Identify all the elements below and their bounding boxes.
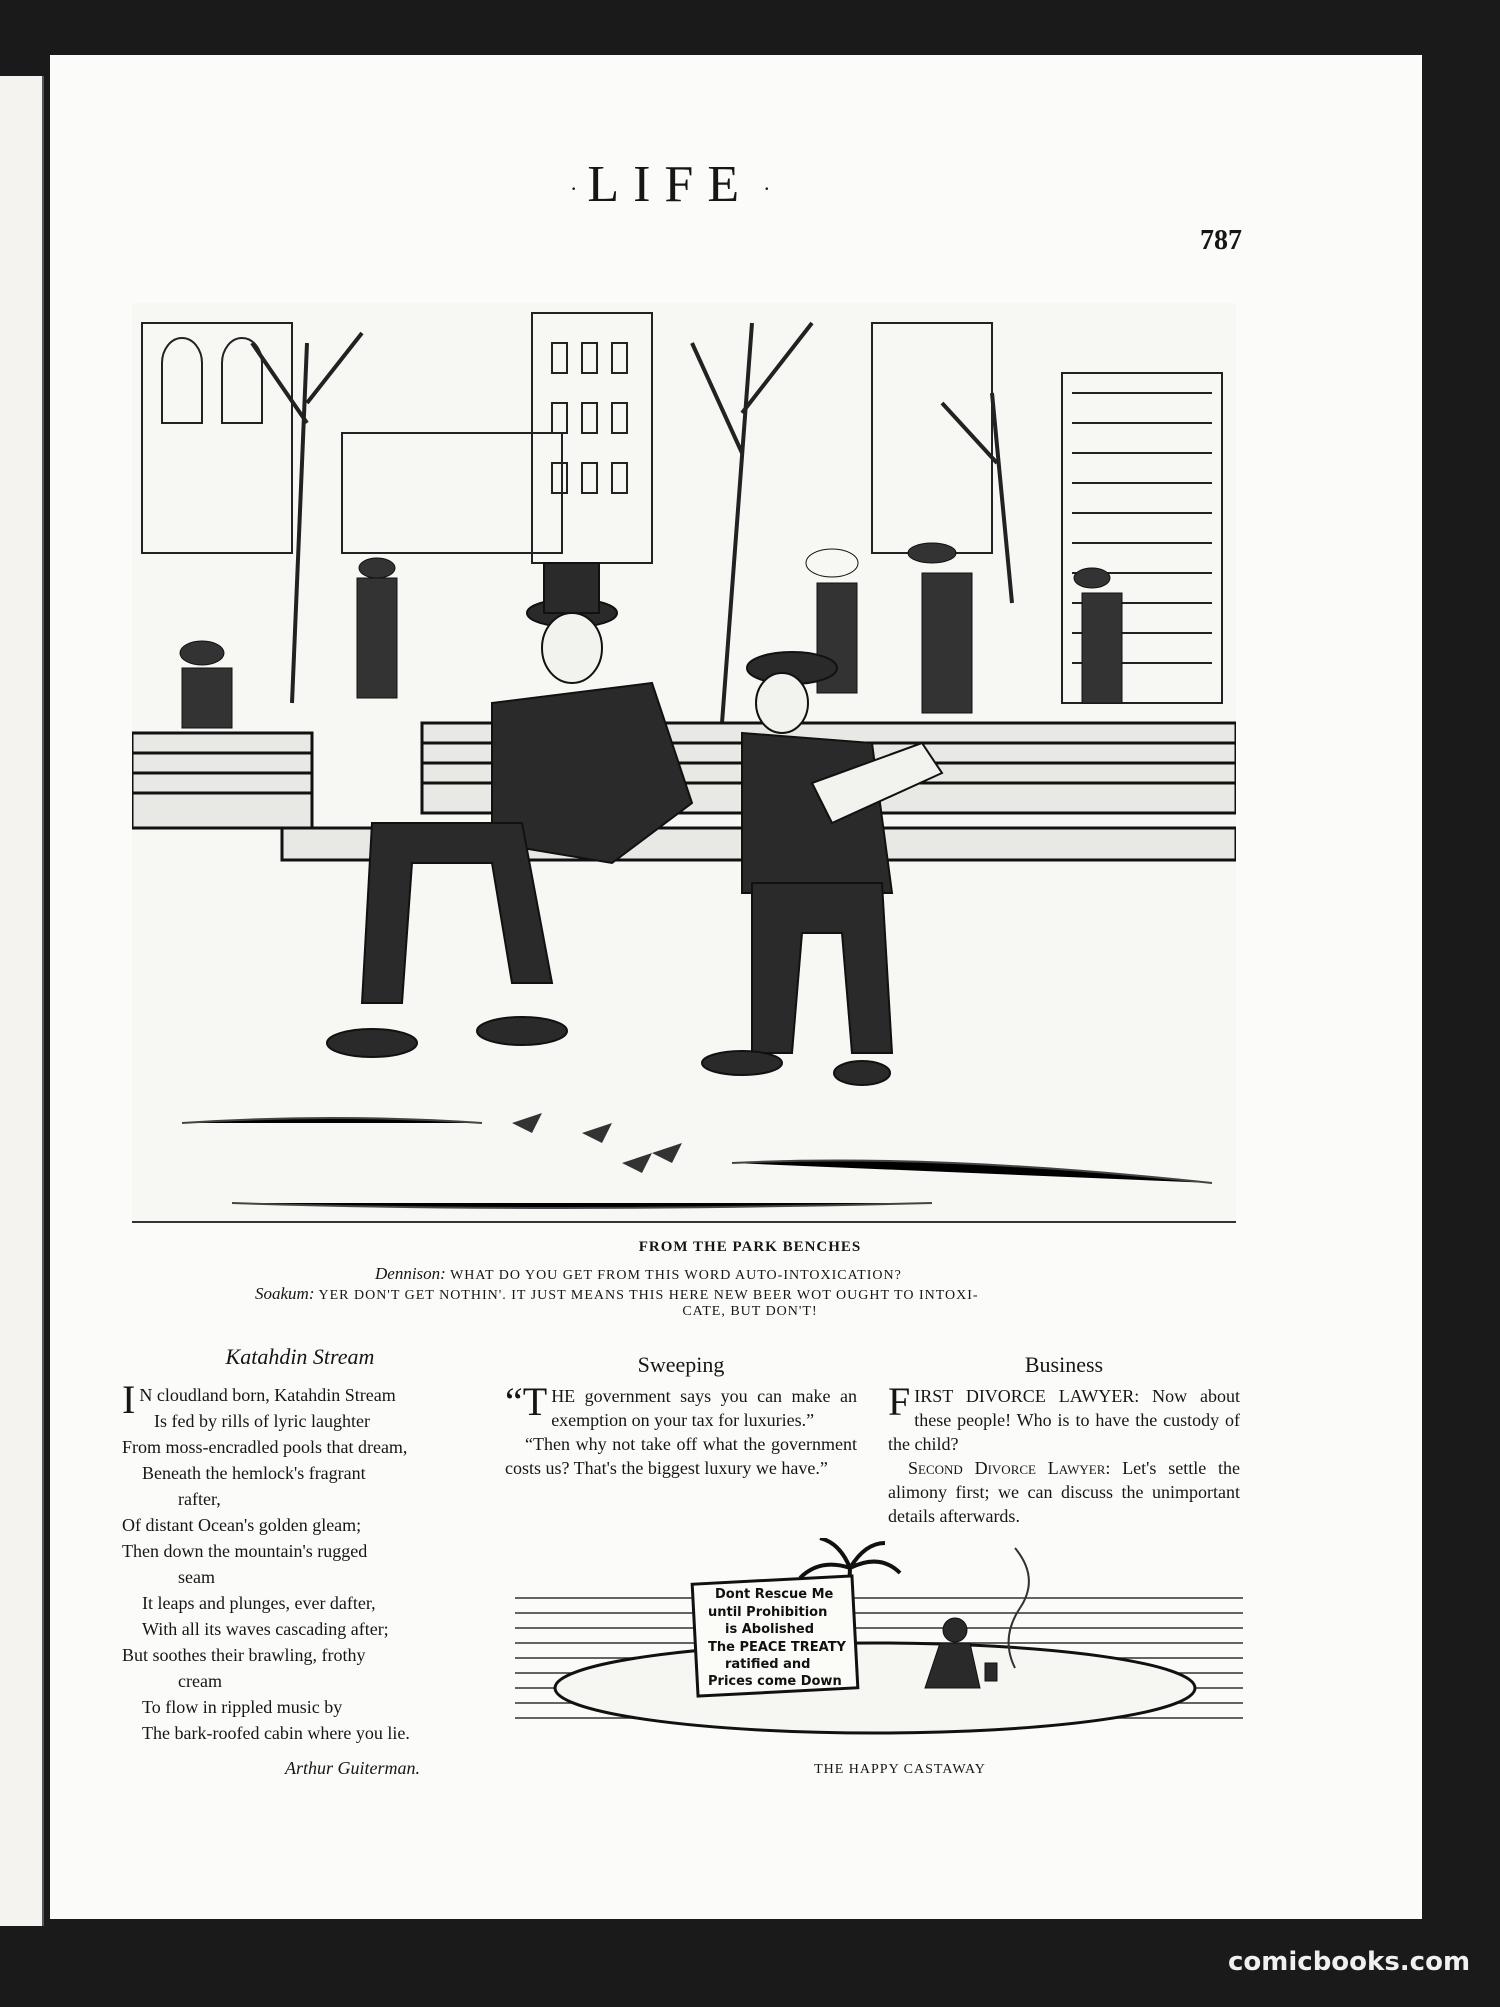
poem-line: To flow in rippled music by — [142, 1697, 343, 1717]
poem-title: Katahdin Stream — [225, 1344, 375, 1369]
poem-line: From moss-encradled pools that dream, — [122, 1437, 408, 1457]
soakum-line-cont: CATE, BUT DON'T! — [682, 1304, 818, 1319]
masthead: · LIFE · — [570, 156, 771, 213]
poem-line: With all its waves cascading after; — [142, 1619, 389, 1639]
poem-line: seam — [178, 1567, 215, 1587]
sweeping-paragraph-2: “Then why not take off what the government costs us? That's the biggest luxury we have.” — [505, 1434, 857, 1478]
sign-line-4: The PEACE TREATY — [708, 1640, 846, 1655]
business-paragraph-2: Second Divorce Lawyer: Let's settle the alimony first; we can discuss the unimportant details afterwards. — [888, 1458, 1240, 1526]
poem-line: The bark-roofed cabin where you lie. — [142, 1723, 410, 1743]
sign-line-6: Prices come Down — [708, 1674, 842, 1689]
business-title: Business — [1024, 1352, 1104, 1377]
speaker-soakum: Soakum: — [255, 1284, 315, 1303]
sign-line-3: is Abolished — [725, 1622, 815, 1637]
poem-line: cream — [178, 1671, 222, 1691]
park-bench-illustration — [132, 303, 1236, 1223]
dialogue-line-1 — [375, 1264, 1255, 1286]
business-dropcap: F — [888, 1379, 911, 1424]
dennison-line: WHAT DO YOU GET FROM THIS WORD AUTO-INTOXICATION? — [450, 1268, 902, 1283]
dialogue-line-2 — [255, 1284, 1135, 1306]
speaker-dennison: Dennison: — [375, 1264, 446, 1283]
poem-line: I N cloudland born, Katahdin Stream — [122, 1377, 396, 1422]
sign-line-1: Dont Rescue Me — [715, 1587, 834, 1602]
sweeping-body — [505, 1379, 857, 1480]
sign-line-5: ratified and — [725, 1657, 811, 1672]
poem-line: rafter, — [178, 1489, 221, 1509]
castaway-caption: THE HAPPY CASTAWAY — [814, 1762, 986, 1777]
business-body — [888, 1379, 1240, 1528]
poem-line: Beneath the hemlock's fragrant — [142, 1463, 366, 1483]
poem-line: It leaps and plunges, ever dafter, — [142, 1593, 376, 1613]
poem-dropcap: I — [122, 1377, 136, 1422]
poem-line: Is fed by rills of lyric laughter — [154, 1411, 370, 1431]
site-watermark: comicbooks.com — [1228, 1947, 1471, 1977]
page-number: 787 — [1200, 225, 1242, 256]
sign-line-2: until Prohibition — [708, 1605, 828, 1620]
sweeping-dropcap: “T — [505, 1379, 548, 1424]
castaway-illustration — [515, 1538, 1243, 1742]
poem-line: Of distant Ocean's golden gleam; — [122, 1515, 362, 1535]
poem-body — [122, 1377, 478, 1746]
poem-line: Then down the mountain's rugged — [122, 1541, 368, 1561]
sweeping-title: Sweeping — [637, 1352, 725, 1377]
sweeping-paragraph-1: “THE government says you can make an exemption on your tax for luxuries.” — [505, 1379, 857, 1430]
business-paragraph-1: FIRST DIVORCE LAWYER: Now about these people! Who is to have the custody of the child? — [888, 1379, 1240, 1454]
adjacent-page-edge — [0, 76, 44, 1926]
poem-line: But soothes their brawling, frothy — [122, 1645, 366, 1665]
soakum-line: YER DON'T GET NOTHIN'. IT JUST MEANS THIS HERE NEW BEER WOT OUGHT TO INTOXI- — [318, 1288, 979, 1303]
poem-author: Arthur Guiterman. — [285, 1758, 420, 1778]
park-cartoon-title: FROM THE PARK BENCHES — [638, 1239, 862, 1255]
